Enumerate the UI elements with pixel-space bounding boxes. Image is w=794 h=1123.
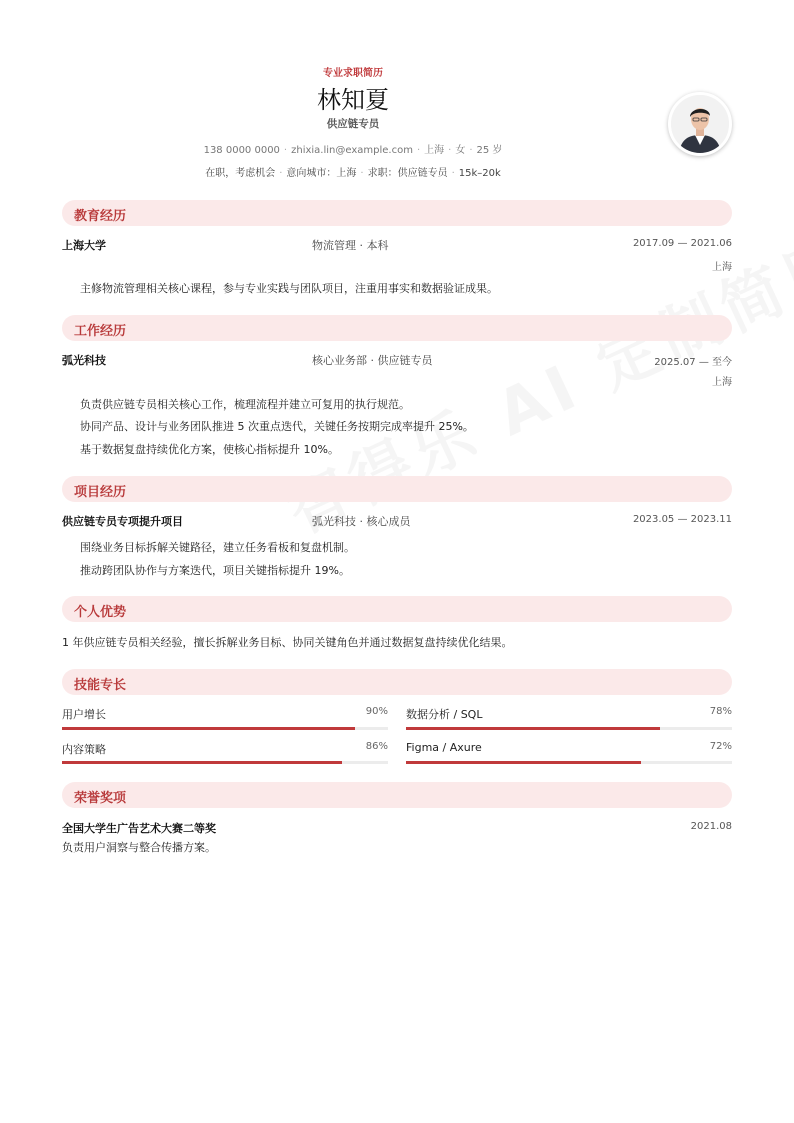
age: 25 岁 bbox=[476, 145, 503, 156]
city: 上海 bbox=[424, 145, 445, 156]
target-job: 求职：供应链专员 bbox=[367, 168, 448, 179]
skill-bar-track bbox=[406, 727, 732, 730]
skill-bar-track bbox=[62, 727, 388, 730]
section-skills bbox=[62, 669, 732, 695]
work-date: 2025.07 — 至今 bbox=[654, 357, 732, 368]
education-major: 物流管理 · 本科 bbox=[312, 239, 389, 252]
company-name: 弧光科技 bbox=[62, 354, 106, 367]
project-bullet: 推动跨团队协作与方案迭代，项目关键指标提升 19%。 bbox=[80, 564, 350, 577]
candidate-role: 供应链专员 bbox=[326, 118, 380, 130]
employment-status: 在职，考虑机会 bbox=[205, 168, 276, 179]
work-location: 上海 bbox=[712, 377, 732, 388]
section-strength bbox=[62, 596, 732, 622]
person-photo-icon bbox=[671, 95, 729, 153]
skill-percent: 86% bbox=[365, 741, 388, 752]
phone: 138 0000 0000 bbox=[203, 145, 280, 156]
section-title: 项目经历 bbox=[74, 485, 127, 500]
section-honors bbox=[62, 782, 732, 808]
project-name: 供应链专员专项提升项目 bbox=[62, 515, 183, 528]
skill-bar-track bbox=[406, 761, 732, 764]
resume-header bbox=[0, 0, 794, 190]
honor-date: 2021.08 bbox=[690, 821, 732, 832]
project-date: 2023.05 — 2023.11 bbox=[632, 514, 732, 525]
work-bullet: 协同产品、设计与业务团队推进 5 次重点迭代，关键任务按期完成率提升 25%。 bbox=[80, 420, 474, 433]
skill-percent: 78% bbox=[709, 706, 732, 717]
contact-line: 138 0000 0000 · zhixia.lin@example.com · 上海 · 女 · 25 岁 bbox=[203, 145, 503, 156]
skill-bar-fill bbox=[62, 727, 355, 730]
section-education bbox=[62, 200, 732, 226]
honor-description: 负责用户洞察与整合传播方案。 bbox=[62, 841, 216, 854]
skill-name: 用户增长 bbox=[62, 708, 106, 721]
work-bullet: 负责供应链专员相关核心工作，梳理流程并建立可复用的执行规范。 bbox=[80, 398, 410, 411]
section-project bbox=[62, 476, 732, 502]
candidate-name: 林知夏 bbox=[317, 86, 389, 114]
skill-percent: 72% bbox=[709, 741, 732, 752]
resume-tagline: 专业求职简历 bbox=[323, 68, 383, 79]
skill-bar-fill bbox=[406, 761, 641, 764]
education-date: 2017.09 — 2021.06 bbox=[632, 238, 732, 249]
work-position: 核心业务部 · 供应链专员 bbox=[312, 354, 433, 367]
skill-percent: 90% bbox=[365, 706, 388, 717]
education-description: 主修物流管理相关核心课程，参与专业实践与团队项目，注重用事实和数据验证成果。 bbox=[80, 282, 498, 295]
skill-name: Figma / Axure bbox=[406, 741, 482, 754]
section-title: 技能专长 bbox=[74, 678, 127, 693]
honor-title: 全国大学生广告艺术大赛二等奖 bbox=[62, 822, 216, 835]
avatar bbox=[668, 92, 732, 156]
project-bullet: 围绕业务目标拆解关键路径，建立任务看板和复盘机制。 bbox=[80, 541, 355, 554]
education-location: 上海 bbox=[712, 262, 732, 273]
section-title: 工作经历 bbox=[74, 324, 127, 339]
skill-bar-track bbox=[62, 761, 388, 764]
salary-expectation: 15k–20k bbox=[458, 168, 501, 179]
school-name: 上海大学 bbox=[62, 239, 106, 252]
skill-bar-fill bbox=[62, 761, 342, 764]
section-work bbox=[62, 315, 732, 341]
skill-bar-fill bbox=[406, 727, 660, 730]
gender: 女 bbox=[455, 145, 466, 156]
project-role: 弧光科技 · 核心成员 bbox=[312, 515, 411, 528]
section-title: 个人优势 bbox=[74, 605, 127, 620]
section-title: 荣誉奖项 bbox=[74, 791, 127, 806]
email: zhixia.lin@example.com bbox=[291, 145, 413, 156]
job-status-line: 在职，考虑机会 · 意向城市：上海 · 求职：供应链专员 · 15k–20k bbox=[205, 168, 501, 179]
skill-name: 内容策略 bbox=[62, 743, 106, 756]
strength-text: 1 年供应链专员相关经验，擅长拆解业务目标、协同关键角色并通过数据复盘持续优化结果。 bbox=[62, 636, 513, 649]
skill-name: 数据分析 / SQL bbox=[406, 708, 483, 721]
work-bullet: 基于数据复盘持续优化方案，使核心指标提升 10%。 bbox=[80, 443, 339, 456]
target-city: 意向城市：上海 bbox=[286, 168, 357, 179]
section-title: 教育经历 bbox=[74, 209, 127, 224]
